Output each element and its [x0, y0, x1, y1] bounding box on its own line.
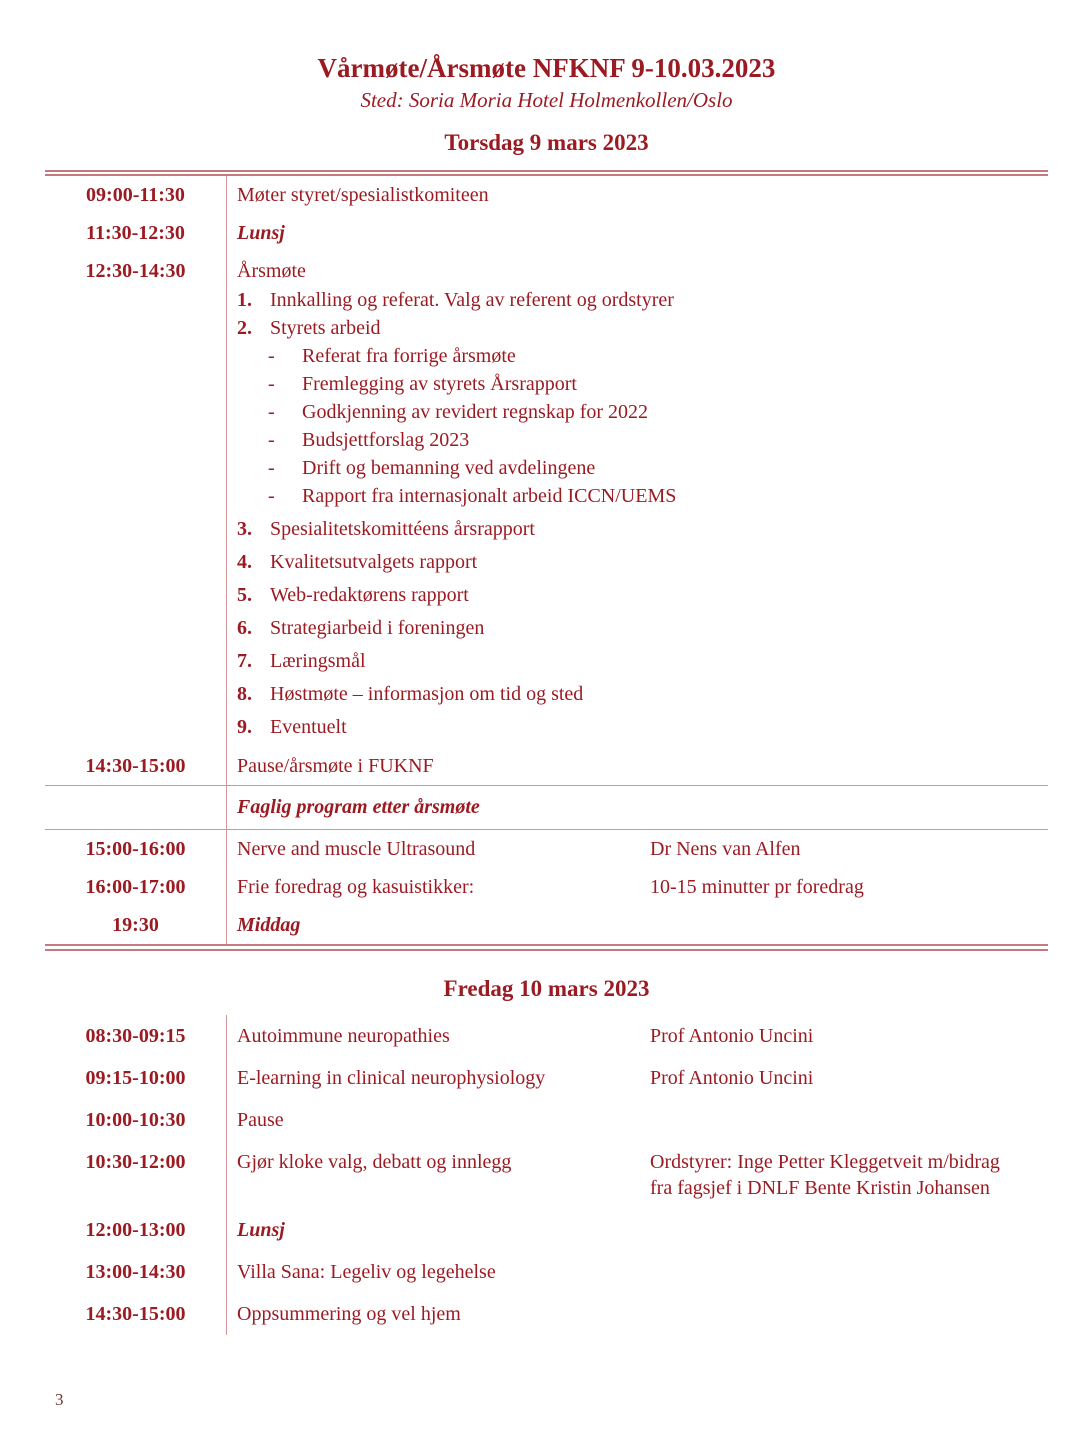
event-cell [227, 252, 1048, 747]
event-cell: Autoimmune neuropathies [237, 1025, 450, 1047]
agenda-item-text: Spesialitetskomittéens årsrapport [270, 518, 535, 540]
speaker-cell: Prof Antonio Uncini [650, 1025, 814, 1047]
event-cell: Frie foredrag og kasuistikker: [237, 876, 475, 898]
schedule-row [45, 1209, 1048, 1251]
agenda-item [237, 581, 1042, 609]
agenda-item-text: Læringsmål [270, 650, 366, 672]
agenda-item-text: Høstmøte – informasjon om tid og sted [270, 683, 584, 705]
time-cell: 12:00-13:00 [45, 1209, 227, 1251]
event-title: Årsmøte [237, 260, 306, 282]
agenda-item-number: 5. [237, 584, 252, 606]
time-cell: 13:00-14:30 [45, 1251, 227, 1293]
agenda-subitem [237, 370, 1042, 398]
dash-bullet: - [268, 373, 275, 395]
agenda-item-text: Strategiarbeid i foreningen [270, 617, 485, 639]
agenda-subitem-text: Drift og bemanning ved avdelingene [302, 457, 596, 479]
dash-bullet: - [268, 485, 275, 507]
time-cell: 14:30-15:00 [45, 1293, 227, 1335]
day2-schedule-table [45, 1015, 1048, 1335]
agenda-subitem [237, 398, 1042, 426]
agenda-subitem-text: Budsjettforslag 2023 [302, 429, 470, 451]
agenda-subitem [237, 426, 1042, 454]
agenda-subitem-text: Godkjenning av revidert regnskap for 2022 [302, 401, 649, 423]
time-cell: 08:30-09:15 [45, 1015, 227, 1057]
time-cell: 15:00-16:00 [45, 830, 227, 868]
schedule-row [45, 214, 1048, 252]
dash-bullet: - [268, 429, 275, 451]
time-cell: 11:30-12:30 [45, 214, 227, 252]
page-subtitle: Sted: Soria Moria Hotel Holmenkollen/Oslo [360, 88, 733, 112]
agenda-subitem [237, 482, 1042, 510]
agenda-subitem-text: Rapport fra internasjonalt arbeid ICCN/UEMS [302, 485, 677, 507]
agenda-item [237, 314, 1042, 342]
agenda-item [237, 614, 1042, 642]
section-label: Faglig program etter årsmøte [237, 796, 480, 818]
agenda-item [237, 680, 1042, 708]
page-number: 3 [55, 1390, 64, 1409]
speaker-cell: Ordstyrer: Inge Petter Kleggetveit m/bidrag fra fagsjef i DNLF Bente Kristin Johansen [650, 1151, 1000, 1199]
page-title: Vårmøte/Årsmøte NFKNF 9-10.03.2023 [317, 53, 776, 83]
agenda-item [237, 515, 1042, 543]
schedule-section-row [45, 785, 1048, 830]
time-cell: 14:30-15:00 [45, 747, 227, 785]
agenda-item-number: 2. [237, 317, 252, 339]
schedule-row [45, 1057, 1048, 1099]
agenda-item-number: 9. [237, 716, 252, 738]
agenda-item [237, 286, 1042, 314]
time-cell: 09:15-10:00 [45, 1057, 227, 1099]
agenda-item [237, 647, 1042, 675]
schedule-row [45, 176, 1048, 214]
dash-bullet: - [268, 401, 275, 423]
time-cell: 10:00-10:30 [45, 1099, 227, 1141]
schedule-row [45, 252, 1048, 747]
schedule-row [45, 1099, 1048, 1141]
day2-heading: Fredag 10 mars 2023 [443, 976, 650, 1001]
event-cell: Middag [237, 914, 301, 936]
speaker-cell: Dr Nens van Alfen [650, 838, 801, 860]
event-cell: Pause/årsmøte i FUKNF [237, 755, 434, 777]
day1-heading: Torsdag 9 mars 2023 [444, 130, 649, 155]
agenda-item [237, 713, 1042, 741]
time-cell: 12:30-14:30 [45, 252, 227, 747]
event-cell: Pause [237, 1109, 284, 1131]
time-cell: 19:30 [45, 906, 227, 944]
time-cell: 09:00-11:30 [45, 176, 227, 214]
event-cell: Lunsj [237, 1219, 285, 1241]
schedule-row [45, 1251, 1048, 1293]
agenda-item-number: 6. [237, 617, 252, 639]
dash-bullet: - [268, 457, 275, 479]
schedule-row [45, 906, 1048, 944]
agenda-item-number: 7. [237, 650, 252, 672]
event-cell: Villa Sana: Legeliv og legehelse [237, 1261, 496, 1283]
agenda-item-number: 1. [237, 289, 252, 311]
schedule-row [45, 1293, 1048, 1335]
speaker-cell: Prof Antonio Uncini [650, 1067, 814, 1089]
agenda-subitem-text: Fremlegging av styrets Årsrapport [302, 373, 577, 395]
agenda-item-text: Styrets arbeid [270, 317, 381, 339]
agenda-subitem-text: Referat fra forrige årsmøte [302, 345, 516, 367]
agenda-item-number: 8. [237, 683, 252, 705]
dash-bullet: - [268, 345, 275, 367]
event-cell: Nerve and muscle Ultrasound [237, 838, 476, 860]
speaker-cell: 10-15 minutter pr foredrag [650, 876, 864, 898]
time-cell: 10:30-12:00 [45, 1141, 227, 1209]
schedule-row [45, 868, 1048, 906]
day1-schedule-table [45, 170, 1048, 951]
agenda-item [237, 548, 1042, 576]
agenda-item-text: Innkalling og referat. Valg av referent og ordstyrer [270, 289, 674, 311]
agenda-subitem [237, 454, 1042, 482]
event-cell: Møter styret/spesialistkomiteen [237, 184, 489, 206]
event-cell: Oppsummering og vel hjem [237, 1303, 461, 1325]
time-cell [45, 786, 227, 829]
agenda-item-number: 3. [237, 518, 252, 540]
event-cell: Lunsj [237, 222, 285, 244]
annual-meeting-agenda [237, 286, 1042, 741]
agenda-item-text: Kvalitetsutvalgets rapport [270, 551, 478, 573]
schedule-row [45, 1015, 1048, 1057]
schedule-row [45, 830, 1048, 868]
time-cell: 16:00-17:00 [45, 868, 227, 906]
schedule-row [45, 1141, 1048, 1209]
event-cell: E-learning in clinical neurophysiology [237, 1067, 546, 1089]
agenda-item-text: Web-redaktørens rapport [270, 584, 469, 606]
agenda-item-text: Eventuelt [270, 716, 347, 738]
agenda-subitem [237, 342, 1042, 370]
agenda-item-number: 4. [237, 551, 252, 573]
schedule-row [45, 747, 1048, 785]
event-cell: Gjør kloke valg, debatt og innlegg [237, 1151, 512, 1173]
